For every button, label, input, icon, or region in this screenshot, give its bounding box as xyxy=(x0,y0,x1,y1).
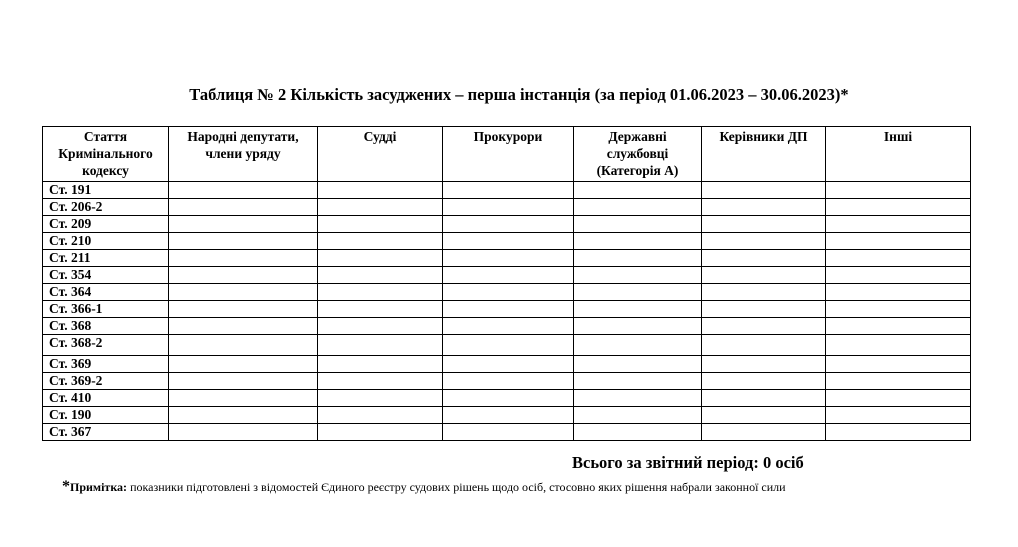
table-cell xyxy=(574,250,702,267)
column-header-judges: Судді xyxy=(318,127,443,182)
table-cell xyxy=(574,267,702,284)
table-row xyxy=(43,182,971,199)
table-cell xyxy=(826,284,971,301)
table-row xyxy=(43,301,971,318)
article-cell: Ст. 366-1 xyxy=(43,301,169,318)
table-cell xyxy=(702,424,826,441)
table-cell xyxy=(169,335,318,356)
table-cell xyxy=(443,424,574,441)
table-cell xyxy=(702,216,826,233)
table-cell xyxy=(443,318,574,335)
table-row xyxy=(43,390,971,407)
table-cell xyxy=(702,182,826,199)
table-row xyxy=(43,267,971,284)
article-cell: Ст. 369 xyxy=(43,356,169,373)
table-cell xyxy=(318,199,443,216)
table-cell xyxy=(826,407,971,424)
table-cell xyxy=(169,250,318,267)
table-cell xyxy=(318,335,443,356)
table-cell xyxy=(702,335,826,356)
column-header-enterprise-heads: Керівники ДП xyxy=(702,127,826,182)
footnote xyxy=(62,478,786,496)
table-row xyxy=(43,373,971,390)
table-row xyxy=(43,233,971,250)
table-cell xyxy=(702,318,826,335)
footnote-star: * xyxy=(62,478,70,495)
table-cell xyxy=(826,356,971,373)
table-row xyxy=(43,318,971,335)
table-cell xyxy=(443,233,574,250)
table-cell xyxy=(826,182,971,199)
table-cell xyxy=(318,318,443,335)
table-cell xyxy=(702,373,826,390)
article-cell: Ст. 367 xyxy=(43,424,169,441)
table-cell xyxy=(318,216,443,233)
table-cell xyxy=(169,199,318,216)
table-cell xyxy=(574,390,702,407)
table-cell xyxy=(826,424,971,441)
table-cell xyxy=(702,407,826,424)
table-cell xyxy=(318,267,443,284)
table-body xyxy=(43,182,971,441)
table-cell xyxy=(443,373,574,390)
table-cell xyxy=(574,216,702,233)
table-cell xyxy=(443,216,574,233)
table-cell xyxy=(169,356,318,373)
table-cell xyxy=(702,390,826,407)
table-cell xyxy=(826,199,971,216)
table-cell xyxy=(574,335,702,356)
table-cell xyxy=(702,233,826,250)
footnote-label: Примітка: xyxy=(70,480,128,494)
table-cell xyxy=(169,233,318,250)
table-cell xyxy=(318,182,443,199)
table-cell xyxy=(574,301,702,318)
table-cell xyxy=(443,250,574,267)
page-title: Таблиця № 2 Кількість засуджених – перша інстанція (за період 01.06.2023 – 30.06.2023)* xyxy=(189,85,849,104)
table-cell xyxy=(169,407,318,424)
table-cell xyxy=(169,216,318,233)
table-row xyxy=(43,250,971,267)
table-cell xyxy=(318,373,443,390)
article-cell: Ст. 206-2 xyxy=(43,199,169,216)
table-cell xyxy=(826,250,971,267)
table-cell xyxy=(702,301,826,318)
table-cell xyxy=(318,233,443,250)
table-cell xyxy=(443,407,574,424)
table-cell xyxy=(702,199,826,216)
article-cell: Ст. 210 xyxy=(43,233,169,250)
article-cell: Ст. 368 xyxy=(43,318,169,335)
table-cell xyxy=(826,373,971,390)
table-row xyxy=(43,424,971,441)
table-cell xyxy=(702,356,826,373)
table-cell xyxy=(318,407,443,424)
article-cell: Ст. 354 xyxy=(43,267,169,284)
column-header-others: Інші xyxy=(826,127,971,182)
table-row xyxy=(43,335,971,356)
table-cell xyxy=(702,284,826,301)
footnote-text: показники підготовлені з відомостей Єдиного реєстру судових рішень щодо осіб, стосовно яких рішення набрали законної сили xyxy=(127,480,786,494)
table-row xyxy=(43,407,971,424)
table-cell xyxy=(169,390,318,407)
table-header-row xyxy=(43,127,971,182)
table-cell xyxy=(169,318,318,335)
table-cell xyxy=(574,233,702,250)
table-cell xyxy=(169,182,318,199)
table-cell xyxy=(169,284,318,301)
table-row xyxy=(43,356,971,373)
table-cell xyxy=(318,390,443,407)
table-cell xyxy=(443,284,574,301)
table-cell xyxy=(574,356,702,373)
article-cell: Ст. 191 xyxy=(43,182,169,199)
table-row xyxy=(43,216,971,233)
table-cell xyxy=(443,390,574,407)
table-cell xyxy=(574,284,702,301)
table-cell xyxy=(318,301,443,318)
table-cell xyxy=(169,267,318,284)
table-cell xyxy=(318,250,443,267)
convictions-table xyxy=(42,126,971,441)
article-cell: Ст. 368-2 xyxy=(43,335,169,356)
column-header-deputies: Народні депутати, члени уряду xyxy=(169,127,318,182)
table-cell xyxy=(169,301,318,318)
table-cell xyxy=(318,424,443,441)
table-cell xyxy=(826,301,971,318)
table-cell xyxy=(574,318,702,335)
table-cell xyxy=(318,284,443,301)
table-cell xyxy=(702,267,826,284)
table-row xyxy=(43,284,971,301)
table-cell xyxy=(443,199,574,216)
table-cell xyxy=(826,233,971,250)
table-cell xyxy=(169,373,318,390)
table-cell xyxy=(826,216,971,233)
article-cell: Ст. 364 xyxy=(43,284,169,301)
table-cell xyxy=(443,301,574,318)
table-cell xyxy=(702,250,826,267)
article-cell: Ст. 190 xyxy=(43,407,169,424)
table-cell xyxy=(826,318,971,335)
table-cell xyxy=(443,356,574,373)
table-cell xyxy=(826,267,971,284)
table-cell xyxy=(318,356,443,373)
article-cell: Ст. 211 xyxy=(43,250,169,267)
column-header-article: Стаття Кримінального кодексу xyxy=(43,127,169,182)
table-cell xyxy=(574,199,702,216)
column-header-civil-servants: Державні службовці (Категорія А) xyxy=(574,127,702,182)
table-cell xyxy=(574,424,702,441)
table-cell xyxy=(169,424,318,441)
table-cell xyxy=(826,390,971,407)
table-row xyxy=(43,199,971,216)
total-summary: Всього за звітний період: 0 осіб xyxy=(572,453,804,472)
table-cell xyxy=(443,335,574,356)
article-cell: Ст. 209 xyxy=(43,216,169,233)
table-cell xyxy=(574,373,702,390)
table-cell xyxy=(443,182,574,199)
article-cell: Ст. 410 xyxy=(43,390,169,407)
table-cell xyxy=(443,267,574,284)
article-cell: Ст. 369-2 xyxy=(43,373,169,390)
table-cell xyxy=(574,182,702,199)
table-cell xyxy=(826,335,971,356)
column-header-prosecutors: Прокурори xyxy=(443,127,574,182)
table-cell xyxy=(574,407,702,424)
